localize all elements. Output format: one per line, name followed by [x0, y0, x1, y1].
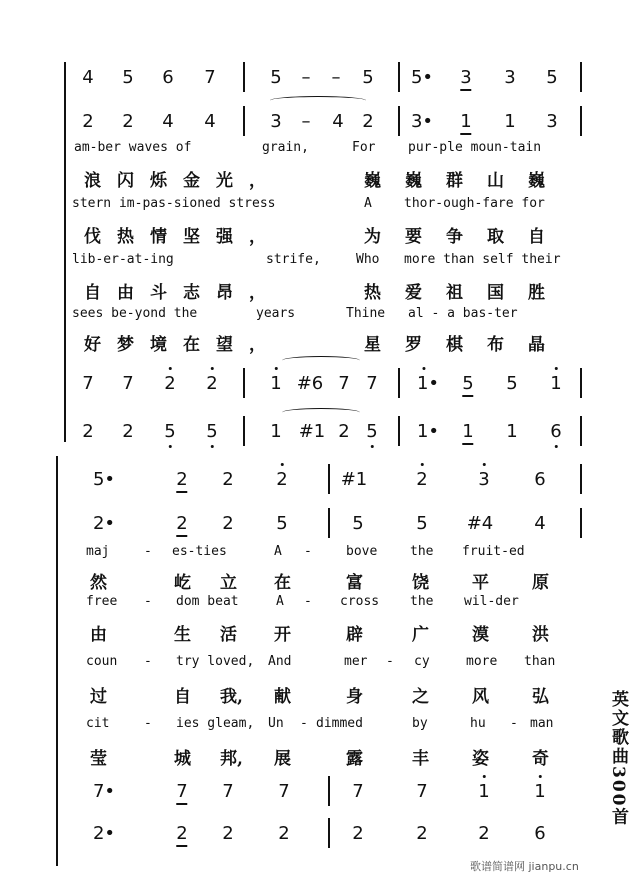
note: 5•	[92, 469, 116, 490]
note: 2	[122, 111, 134, 132]
note: 2•	[92, 513, 116, 534]
note: 2	[278, 823, 290, 844]
note: 5	[270, 67, 282, 88]
note	[341, 468, 368, 492]
note	[176, 468, 187, 492]
lyric-syllable: 丰	[412, 749, 429, 769]
lyric-syllable: -	[144, 716, 152, 731]
lyric-line	[0, 252, 640, 274]
lyric-syllable: coun	[86, 654, 118, 669]
lyric-syllable: 我,	[220, 687, 243, 707]
note-underlined: 1	[462, 421, 473, 445]
note-underlined: 2	[176, 469, 187, 493]
notes-row	[0, 822, 640, 852]
note: 2	[82, 111, 94, 132]
lyric-syllable: 平	[472, 573, 489, 593]
lyric-syllable: dimmed	[316, 716, 363, 731]
side-caption: 英文歌曲300首	[608, 690, 628, 827]
note: –	[301, 67, 311, 88]
note: 3	[546, 111, 558, 132]
lyric-syllable: 然	[90, 573, 107, 593]
note: #4	[466, 513, 494, 534]
note: 4	[162, 111, 174, 132]
lyric-syllable: wil-der	[464, 594, 519, 609]
lyric-syllable: -	[386, 654, 394, 669]
note: 4	[204, 111, 216, 132]
lyric-syllable: cross	[340, 594, 380, 609]
note: 2	[478, 823, 490, 844]
lyric-syllable: 浪闪烁金光，	[84, 171, 282, 191]
note	[478, 468, 489, 492]
lyric-syllable: al - a bas-ter	[408, 306, 518, 321]
lyric-syllable: fruit-ed	[462, 544, 525, 559]
lyric-line	[0, 544, 640, 566]
lyric-line	[0, 654, 640, 676]
note	[478, 780, 489, 804]
lyric-syllable: 星罗棋布晶	[364, 335, 569, 355]
note	[270, 372, 281, 396]
lyric-line-chinese	[0, 682, 640, 708]
lyric-syllable: 风	[472, 687, 489, 707]
note: 2•	[92, 823, 116, 844]
note-digit: 1	[478, 781, 490, 802]
note	[366, 420, 377, 444]
note: –	[331, 67, 341, 88]
note: 2	[352, 823, 364, 844]
note: 5	[416, 513, 428, 534]
lyric-syllable: es-ties	[172, 544, 227, 559]
lyric-syllable: 富	[346, 573, 363, 593]
note	[176, 780, 187, 804]
lyric-line-chinese	[0, 330, 640, 356]
lyric-syllable: 过	[90, 687, 107, 707]
octave-dot	[554, 367, 557, 370]
octave-dot	[168, 367, 171, 370]
lyric-syllable: 弘	[532, 687, 549, 707]
note: 5	[506, 373, 518, 394]
notes-row	[0, 780, 640, 810]
lyric-syllable: the	[410, 544, 434, 559]
octave-dot	[280, 463, 283, 466]
note: –	[301, 111, 311, 132]
lyric-syllable: grain,	[262, 140, 309, 155]
lyric-syllable: 开	[274, 625, 291, 645]
lyric-line-chinese	[0, 166, 640, 192]
lyric-syllable: hu	[470, 716, 486, 731]
notes-row	[0, 420, 640, 450]
note: 5	[362, 67, 374, 88]
note	[164, 420, 175, 444]
lyric-syllable: Who	[356, 252, 380, 267]
barline	[243, 62, 245, 92]
note	[176, 822, 187, 846]
lyric-line	[0, 306, 640, 328]
note-digit: 2	[276, 469, 288, 490]
barline	[243, 106, 245, 136]
lyric-line	[0, 196, 640, 218]
lyric-syllable: -	[304, 594, 312, 609]
lyric-syllable: pur-ple moun-tain	[408, 140, 542, 155]
note-digit: 1	[270, 373, 282, 394]
lyric-syllable: 姿	[472, 749, 489, 769]
note	[206, 420, 217, 444]
note-digit: 2	[164, 373, 176, 394]
lyric-syllable: thor-ough-fare for	[404, 196, 545, 211]
note: 7•	[92, 781, 116, 802]
barline	[328, 464, 330, 494]
lyric-syllable: than	[524, 654, 556, 669]
note-digit: 1	[534, 781, 546, 802]
note-digit: 1	[550, 373, 562, 394]
lyric-line	[0, 716, 640, 738]
note: #6	[296, 373, 324, 394]
barline	[243, 368, 245, 398]
lyric-syllable: man	[530, 716, 554, 731]
lyric-syllable: 活	[220, 625, 237, 645]
lyric-syllable: 之	[412, 687, 429, 707]
note: 7	[222, 781, 234, 802]
note	[462, 372, 473, 396]
barline	[328, 818, 330, 848]
lyric-line-chinese	[0, 620, 640, 646]
lyric-syllable: more	[466, 654, 498, 669]
lyric-syllable: -	[304, 544, 312, 559]
note: 1	[506, 421, 518, 442]
note-underlined: 2	[176, 513, 187, 537]
octave-dot	[482, 775, 485, 778]
lyric-syllable: 为要争取自	[364, 227, 569, 247]
octave-dot	[274, 367, 277, 370]
lyric-syllable: 自由斗志昂，	[84, 283, 282, 303]
lyric-syllable: 城	[174, 749, 191, 769]
lyric-line	[0, 140, 640, 162]
note: 7	[122, 373, 134, 394]
octave-dot	[210, 367, 213, 370]
barline	[328, 508, 330, 538]
note: 5	[352, 513, 364, 534]
octave-dot	[168, 445, 171, 448]
note-underlined: 5	[462, 373, 473, 397]
note	[417, 372, 439, 396]
lyric-syllable: 热爱祖国胜	[364, 283, 569, 303]
lyric-syllable: -	[144, 594, 152, 609]
slur	[282, 356, 360, 365]
note: 5	[276, 513, 288, 534]
note: 6	[162, 67, 174, 88]
note	[534, 780, 545, 804]
lyric-syllable: -	[144, 544, 152, 559]
note: 7	[366, 373, 378, 394]
note: 2	[82, 421, 94, 442]
lyric-syllable: And	[268, 654, 292, 669]
lyric-syllable: Un	[268, 716, 284, 731]
lyric-syllable: 生	[174, 625, 191, 645]
note	[416, 468, 427, 492]
lyric-syllable: A	[364, 196, 372, 211]
barline	[580, 62, 582, 92]
note	[206, 372, 217, 396]
lyric-syllable: -	[510, 716, 518, 731]
barline	[398, 416, 400, 446]
lyric-line-chinese	[0, 278, 640, 304]
note: 7	[82, 373, 94, 394]
note-digit: 5	[206, 421, 218, 442]
lyric-line-chinese	[0, 744, 640, 770]
lyric-syllable: 由	[90, 625, 107, 645]
notes-row	[0, 512, 640, 542]
barline	[328, 776, 330, 806]
lyric-syllable: 献	[274, 687, 291, 707]
note: 4	[332, 111, 344, 132]
lyric-syllable: try loved,	[176, 654, 255, 669]
note-digit: 5	[366, 421, 378, 442]
barline	[580, 368, 582, 398]
barline	[398, 106, 400, 136]
notes-row	[0, 110, 640, 140]
lyric-syllable: A	[276, 594, 284, 609]
note: 6	[534, 823, 546, 844]
note-underlined: 3	[460, 67, 471, 91]
note-underlined: 7	[176, 781, 187, 805]
note	[460, 66, 471, 90]
barline	[580, 464, 582, 494]
lyric-syllable: 广	[412, 625, 429, 645]
note: 5•	[410, 67, 434, 88]
note: #1	[298, 421, 326, 442]
slur	[282, 408, 360, 417]
lyric-syllable: -	[144, 654, 152, 669]
note: 7	[338, 373, 350, 394]
note: 4	[82, 67, 94, 88]
note	[550, 372, 561, 396]
note: 7	[416, 781, 428, 802]
note: 2	[222, 513, 234, 534]
lyric-syllable: 好梦境在望，	[84, 335, 282, 355]
octave-dot	[210, 445, 213, 448]
note: 2	[338, 421, 350, 442]
octave-dot	[422, 367, 425, 370]
octave-dot	[538, 775, 541, 778]
lyric-syllable: maj	[86, 544, 110, 559]
lyric-syllable: A	[274, 544, 282, 559]
lyric-syllable: sees be-yond the	[72, 306, 198, 321]
note-underlined: 2	[176, 823, 187, 847]
note: 1	[504, 111, 516, 132]
note: 2	[416, 823, 428, 844]
note	[176, 512, 187, 536]
lyric-syllable: bove	[346, 544, 378, 559]
lyric-syllable: 原	[532, 573, 549, 593]
note-underlined: 1	[460, 111, 471, 135]
notes-row	[0, 372, 640, 402]
lyric-syllable: 奇	[532, 749, 549, 769]
note: 2	[222, 469, 234, 490]
lyric-syllable: 伐热情坚强，	[84, 227, 282, 247]
lyric-syllable: 邦,	[220, 749, 243, 769]
note	[164, 372, 175, 396]
lyric-syllable: 漠	[472, 625, 489, 645]
lyric-syllable: more than self their	[404, 252, 561, 267]
lyric-syllable: am-ber waves of	[74, 140, 192, 155]
lyric-syllable: 巍巍群山巍	[364, 171, 569, 191]
lyric-syllable: 立	[220, 573, 237, 593]
lyric-syllable: 辟	[346, 625, 363, 645]
note-digit: 2	[416, 469, 428, 490]
slur	[270, 96, 366, 105]
lyric-syllable: mer	[344, 654, 368, 669]
note-digit: 2	[206, 373, 218, 394]
lyric-syllable: 莹	[90, 749, 107, 769]
lyric-syllable: free	[86, 594, 118, 609]
barline	[243, 416, 245, 446]
lyric-syllable: 在	[274, 573, 291, 593]
notes-row	[0, 66, 640, 96]
barline	[580, 106, 582, 136]
lyric-line	[0, 594, 640, 616]
lyric-syllable: cy	[414, 654, 430, 669]
lyric-syllable: -	[300, 716, 308, 731]
barline	[398, 62, 400, 92]
note-digit: 5	[164, 421, 176, 442]
note: 5	[122, 67, 134, 88]
lyric-syllable: 自	[174, 687, 191, 707]
note: 5	[546, 67, 558, 88]
note	[550, 420, 561, 444]
note: 7	[278, 781, 290, 802]
lyric-line-chinese	[0, 222, 640, 248]
octave-dot	[482, 463, 485, 466]
octave-dot	[370, 445, 373, 448]
note: 1	[270, 421, 282, 442]
lyric-syllable: cit	[86, 716, 110, 731]
note-digit: 6	[550, 421, 562, 442]
note: 2	[122, 421, 134, 442]
note: 3	[270, 111, 282, 132]
note: 7	[204, 67, 216, 88]
lyric-syllable: stern im-pas-sioned stress	[72, 196, 276, 211]
barline	[398, 368, 400, 398]
note: 7	[352, 781, 364, 802]
note	[462, 420, 473, 444]
lyric-syllable: 饶	[412, 573, 429, 593]
barline	[580, 508, 582, 538]
barline	[580, 416, 582, 446]
note: 4	[534, 513, 546, 534]
lyric-syllable: 身	[346, 687, 363, 707]
lyric-syllable: ies gleam,	[176, 716, 255, 731]
lyric-syllable: For	[352, 140, 376, 155]
note: 1•	[416, 421, 440, 442]
note-digit: 3	[478, 469, 490, 490]
octave-dot	[554, 445, 557, 448]
note	[460, 110, 471, 134]
lyric-syllable: by	[412, 716, 428, 731]
lyric-syllable: 露	[346, 749, 363, 769]
lyric-syllable: dom beat	[176, 594, 239, 609]
lyric-syllable: the	[410, 594, 434, 609]
note: 2	[222, 823, 234, 844]
lyric-syllable: strife,	[266, 252, 321, 267]
lyric-syllable: 展	[274, 749, 291, 769]
notes-row	[0, 468, 640, 498]
note: 3•	[410, 111, 434, 132]
lyric-syllable: 屹	[174, 573, 191, 593]
note: 2	[362, 111, 374, 132]
lyric-syllable: 洪	[532, 625, 549, 645]
note-digit: #1	[340, 469, 368, 490]
note: 6	[534, 469, 546, 490]
note-digit: 1•	[416, 373, 440, 394]
lyric-line-chinese	[0, 568, 640, 594]
watermark: 歌谱简谱网 jianpu.cn	[470, 860, 579, 873]
note: 3	[504, 67, 516, 88]
lyric-syllable: years	[256, 306, 296, 321]
lyric-syllable: lib-er-at-ing	[72, 252, 174, 267]
octave-dot	[420, 463, 423, 466]
note	[276, 468, 287, 492]
lyric-syllable: Thine	[346, 306, 386, 321]
